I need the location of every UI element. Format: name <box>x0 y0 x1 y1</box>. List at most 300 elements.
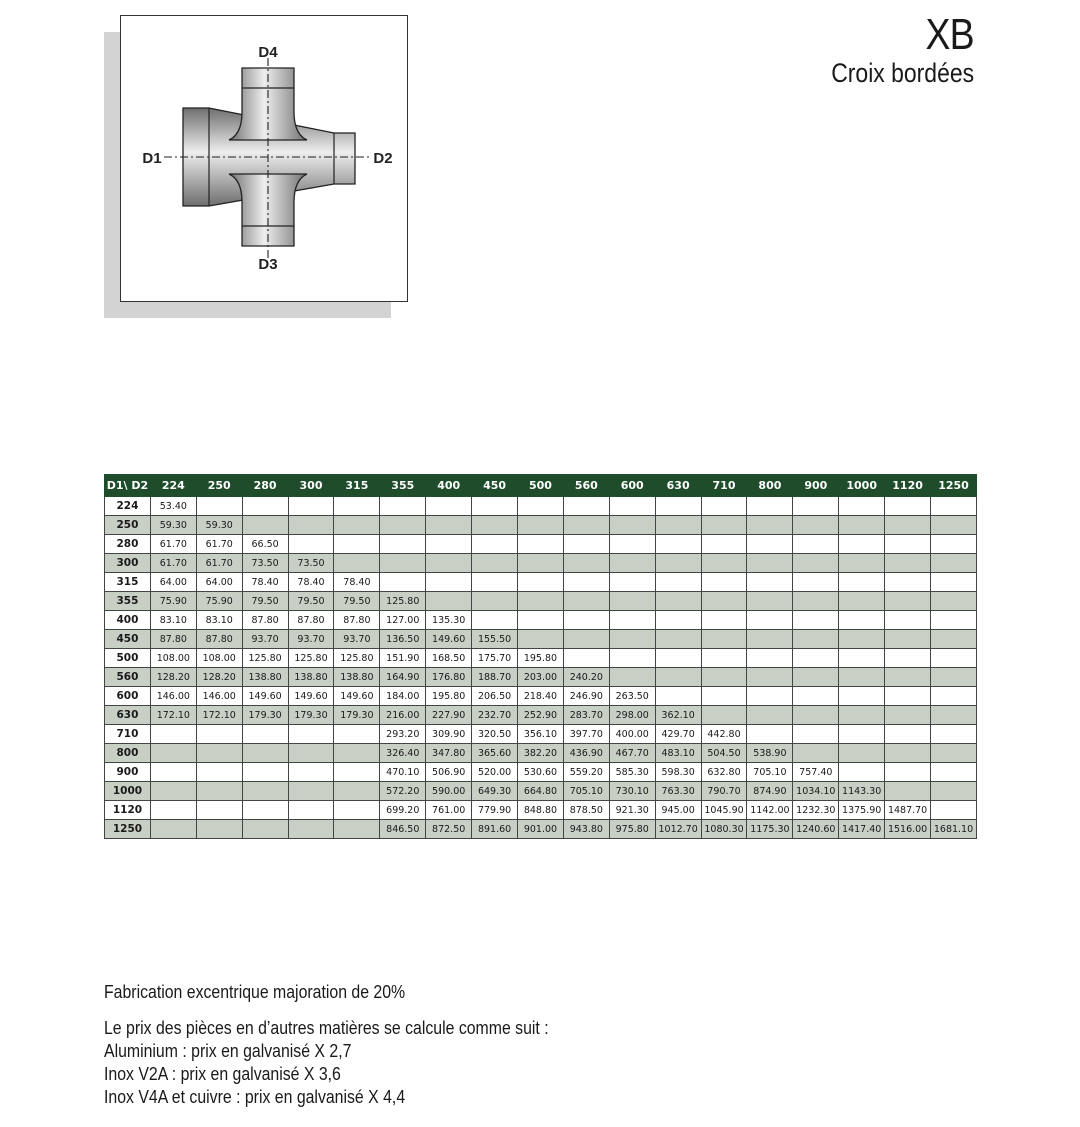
price-cell <box>885 630 931 649</box>
d4-label: D4 <box>258 44 278 61</box>
price-cell: 79.50 <box>242 592 288 611</box>
price-cell: 179.30 <box>334 706 380 725</box>
price-cell <box>885 649 931 668</box>
price-cell: 309.90 <box>426 725 472 744</box>
price-cell: 730.10 <box>609 782 655 801</box>
price-cell <box>609 592 655 611</box>
column-header: 450 <box>472 475 518 497</box>
price-cell <box>931 782 977 801</box>
price-cell: 125.80 <box>334 649 380 668</box>
price-cell: 705.10 <box>747 763 793 782</box>
price-cell <box>793 592 839 611</box>
price-cell <box>242 725 288 744</box>
price-cell: 108.00 <box>150 649 196 668</box>
price-cell <box>701 649 747 668</box>
price-cell <box>747 554 793 573</box>
product-diagram <box>120 15 408 302</box>
price-cell <box>793 516 839 535</box>
price-cell: 125.80 <box>380 592 426 611</box>
price-cell: 442.80 <box>701 725 747 744</box>
price-cell: 128.20 <box>150 668 196 687</box>
price-cell: 146.00 <box>150 687 196 706</box>
price-cell: 87.80 <box>242 611 288 630</box>
table-row <box>105 630 977 649</box>
column-header: 600 <box>609 475 655 497</box>
price-cell <box>288 763 334 782</box>
price-cell <box>839 706 885 725</box>
price-cell: 1045.90 <box>701 801 747 820</box>
cross-fitting-drawing <box>121 16 407 301</box>
price-cell <box>885 592 931 611</box>
price-cell <box>839 649 885 668</box>
price-cell <box>426 592 472 611</box>
column-header: 400 <box>426 475 472 497</box>
price-cell <box>472 554 518 573</box>
price-cell: 649.30 <box>472 782 518 801</box>
price-cell <box>196 782 242 801</box>
price-cell: 87.80 <box>150 630 196 649</box>
price-cell: 125.80 <box>288 649 334 668</box>
price-cell: 61.70 <box>150 554 196 573</box>
price-cell <box>839 592 885 611</box>
price-cell: 64.00 <box>196 573 242 592</box>
price-cell <box>839 516 885 535</box>
price-cell: 1240.60 <box>793 820 839 839</box>
price-cell <box>839 554 885 573</box>
table-row <box>105 535 977 554</box>
column-header: 250 <box>196 475 242 497</box>
price-cell: 1232.30 <box>793 801 839 820</box>
price-cell: 1143.30 <box>839 782 885 801</box>
price-cell: 400.00 <box>609 725 655 744</box>
price-cell: 184.00 <box>380 687 426 706</box>
price-cell: 538.90 <box>747 744 793 763</box>
price-cell: 61.70 <box>196 554 242 573</box>
price-cell <box>380 554 426 573</box>
price-cell <box>839 535 885 554</box>
price-cell <box>426 497 472 516</box>
price-cell: 779.90 <box>472 801 518 820</box>
price-cell <box>931 535 977 554</box>
price-cell: 93.70 <box>334 630 380 649</box>
price-cell <box>196 725 242 744</box>
price-cell: 125.80 <box>242 649 288 668</box>
price-cell <box>931 630 977 649</box>
price-cell <box>196 763 242 782</box>
price-cell: 78.40 <box>288 573 334 592</box>
table-row <box>105 820 977 839</box>
price-cell <box>334 497 380 516</box>
column-header: 355 <box>380 475 426 497</box>
table-row <box>105 725 977 744</box>
price-cell <box>150 782 196 801</box>
price-cell: 149.60 <box>426 630 472 649</box>
price-cell: 1175.30 <box>747 820 793 839</box>
price-cell: 598.30 <box>655 763 701 782</box>
table-row <box>105 763 977 782</box>
price-cell: 172.10 <box>150 706 196 725</box>
price-cell <box>518 516 564 535</box>
price-cell <box>196 744 242 763</box>
price-cell <box>701 611 747 630</box>
price-cell: 179.30 <box>242 706 288 725</box>
price-cell <box>931 497 977 516</box>
price-cell <box>701 497 747 516</box>
price-cell: 136.50 <box>380 630 426 649</box>
price-cell <box>150 801 196 820</box>
price-cell <box>472 497 518 516</box>
price-cell <box>747 573 793 592</box>
price-cell <box>334 782 380 801</box>
price-cell: 1034.10 <box>793 782 839 801</box>
price-cell <box>655 687 701 706</box>
price-cell <box>701 535 747 554</box>
price-cell <box>609 630 655 649</box>
price-cell: 891.60 <box>472 820 518 839</box>
price-cell <box>242 820 288 839</box>
price-cell <box>563 554 609 573</box>
product-name: Croix bordées <box>831 58 974 88</box>
column-header: 500 <box>518 475 564 497</box>
price-cell: 326.40 <box>380 744 426 763</box>
price-cell <box>931 592 977 611</box>
table-header-row <box>105 475 977 497</box>
price-cell <box>426 554 472 573</box>
price-cell <box>931 801 977 820</box>
price-cell <box>747 687 793 706</box>
price-cell: 397.70 <box>563 725 609 744</box>
row-header: 450 <box>105 630 151 649</box>
price-cell: 218.40 <box>518 687 564 706</box>
price-cell: 93.70 <box>242 630 288 649</box>
row-header: 800 <box>105 744 151 763</box>
price-cell: 206.50 <box>472 687 518 706</box>
price-cell <box>793 611 839 630</box>
price-cell: 75.90 <box>150 592 196 611</box>
price-cell: 1417.40 <box>839 820 885 839</box>
price-cell <box>885 516 931 535</box>
price-cell <box>701 573 747 592</box>
price-cell: 149.60 <box>288 687 334 706</box>
price-cell <box>747 668 793 687</box>
price-cell: 195.80 <box>426 687 472 706</box>
price-cell: 504.50 <box>701 744 747 763</box>
row-header: 224 <box>105 497 151 516</box>
price-cell <box>793 649 839 668</box>
price-cell <box>196 801 242 820</box>
price-cell: 135.30 <box>426 611 472 630</box>
price-cell <box>563 630 609 649</box>
table-row <box>105 706 977 725</box>
price-cell <box>242 782 288 801</box>
price-cell <box>518 630 564 649</box>
price-cell: 73.50 <box>288 554 334 573</box>
price-cell <box>288 744 334 763</box>
price-cell <box>885 611 931 630</box>
price-cell <box>334 763 380 782</box>
price-cell <box>839 687 885 706</box>
price-cell: 78.40 <box>334 573 380 592</box>
row-header: 1250 <box>105 820 151 839</box>
price-cell: 945.00 <box>655 801 701 820</box>
price-cell: 179.30 <box>288 706 334 725</box>
price-cell <box>747 706 793 725</box>
price-cell <box>931 516 977 535</box>
price-cell: 138.80 <box>334 668 380 687</box>
price-cell: 874.90 <box>747 782 793 801</box>
price-cell <box>885 573 931 592</box>
column-header: 1120 <box>885 475 931 497</box>
price-cell <box>609 573 655 592</box>
column-header: 560 <box>563 475 609 497</box>
price-cell: 757.40 <box>793 763 839 782</box>
price-cell <box>426 535 472 554</box>
price-cell: 878.50 <box>563 801 609 820</box>
price-cell: 872.50 <box>426 820 472 839</box>
price-cell: 429.70 <box>655 725 701 744</box>
corner-header: D1\ D2 <box>105 475 151 497</box>
price-cell <box>563 497 609 516</box>
price-cell: 61.70 <box>150 535 196 554</box>
price-cell <box>931 554 977 573</box>
price-cell: 975.80 <box>609 820 655 839</box>
price-cell <box>288 497 334 516</box>
price-cell: 168.50 <box>426 649 472 668</box>
price-cell: 66.50 <box>242 535 288 554</box>
price-cell <box>380 535 426 554</box>
price-cell: 365.60 <box>472 744 518 763</box>
price-cell: 176.80 <box>426 668 472 687</box>
row-header: 630 <box>105 706 151 725</box>
price-cell: 664.80 <box>518 782 564 801</box>
price-cell: 699.20 <box>380 801 426 820</box>
row-header: 280 <box>105 535 151 554</box>
price-cell: 149.60 <box>242 687 288 706</box>
price-cell: 1080.30 <box>701 820 747 839</box>
price-cell <box>609 497 655 516</box>
price-cell: 128.20 <box>196 668 242 687</box>
price-cell <box>563 535 609 554</box>
table-row <box>105 516 977 535</box>
price-cell <box>380 497 426 516</box>
price-cell: 320.50 <box>472 725 518 744</box>
notes <box>104 981 549 1109</box>
price-cell: 846.50 <box>380 820 426 839</box>
price-cell <box>334 535 380 554</box>
table-row <box>105 497 977 516</box>
price-cell: 59.30 <box>150 516 196 535</box>
price-cell <box>150 820 196 839</box>
material-note-inox-v2a: Inox V2A : prix en galvanisé X 3,6 <box>104 1064 341 1084</box>
price-cell: 298.00 <box>609 706 655 725</box>
price-cell <box>472 573 518 592</box>
table-row <box>105 801 977 820</box>
price-cell <box>609 668 655 687</box>
price-cell <box>747 725 793 744</box>
price-cell: 943.80 <box>563 820 609 839</box>
price-cell <box>518 535 564 554</box>
price-cell <box>793 744 839 763</box>
price-cell <box>839 611 885 630</box>
price-cell <box>747 516 793 535</box>
price-cell: 149.60 <box>334 687 380 706</box>
table-row <box>105 668 977 687</box>
material-note-aluminium: Aluminium : prix en galvanisé X 2,7 <box>104 1041 352 1061</box>
price-cell <box>839 763 885 782</box>
price-cell: 530.60 <box>518 763 564 782</box>
price-cell: 790.70 <box>701 782 747 801</box>
price-cell <box>288 516 334 535</box>
price-cell: 436.90 <box>563 744 609 763</box>
price-cell <box>655 630 701 649</box>
price-cell <box>885 763 931 782</box>
price-cell <box>931 668 977 687</box>
row-header: 600 <box>105 687 151 706</box>
column-header: 630 <box>655 475 701 497</box>
price-cell <box>793 535 839 554</box>
price-cell: 356.10 <box>518 725 564 744</box>
price-cell <box>701 554 747 573</box>
price-table <box>104 474 977 839</box>
price-cell: 1375.90 <box>839 801 885 820</box>
price-cell <box>793 725 839 744</box>
product-code: XB <box>925 10 974 59</box>
row-header: 710 <box>105 725 151 744</box>
price-cell: 108.00 <box>196 649 242 668</box>
price-cell: 1681.10 <box>931 820 977 839</box>
price-cell: 75.90 <box>196 592 242 611</box>
price-cell <box>793 630 839 649</box>
price-cell <box>196 497 242 516</box>
price-cell: 1516.00 <box>885 820 931 839</box>
price-cell <box>472 592 518 611</box>
price-cell: 87.80 <box>334 611 380 630</box>
materials-intro: Le prix des pièces en d’autres matières se calcule comme suit : <box>104 1018 549 1038</box>
price-cell <box>609 535 655 554</box>
price-cell <box>334 744 380 763</box>
price-cell: 138.80 <box>242 668 288 687</box>
price-cell <box>747 535 793 554</box>
price-cell <box>472 535 518 554</box>
price-cell: 761.00 <box>426 801 472 820</box>
column-header: 800 <box>747 475 793 497</box>
price-cell: 203.00 <box>518 668 564 687</box>
price-cell: 93.70 <box>288 630 334 649</box>
price-cell: 227.90 <box>426 706 472 725</box>
column-header: 710 <box>701 475 747 497</box>
price-cell: 127.00 <box>380 611 426 630</box>
price-cell <box>747 611 793 630</box>
price-cell <box>288 535 334 554</box>
price-cell: 585.30 <box>609 763 655 782</box>
price-cell: 572.20 <box>380 782 426 801</box>
price-cell: 382.20 <box>518 744 564 763</box>
price-cell <box>563 573 609 592</box>
price-cell <box>885 554 931 573</box>
price-cell <box>609 554 655 573</box>
d1-label: D1 <box>142 150 162 167</box>
price-cell <box>747 649 793 668</box>
price-cell: 901.00 <box>518 820 564 839</box>
price-cell <box>839 668 885 687</box>
price-cell <box>747 630 793 649</box>
price-cell <box>563 649 609 668</box>
price-cell <box>885 687 931 706</box>
row-header: 355 <box>105 592 151 611</box>
price-cell <box>793 706 839 725</box>
price-cell: 467.70 <box>609 744 655 763</box>
price-cell <box>793 668 839 687</box>
price-cell <box>518 573 564 592</box>
price-cell: 78.40 <box>242 573 288 592</box>
price-cell <box>655 668 701 687</box>
table-row <box>105 687 977 706</box>
price-cell: 79.50 <box>334 592 380 611</box>
price-cell <box>793 554 839 573</box>
price-cell <box>426 573 472 592</box>
price-cell <box>242 516 288 535</box>
row-header: 300 <box>105 554 151 573</box>
price-cell <box>793 497 839 516</box>
price-cell <box>701 592 747 611</box>
price-cell: 848.80 <box>518 801 564 820</box>
price-cell: 483.10 <box>655 744 701 763</box>
price-cell: 921.30 <box>609 801 655 820</box>
price-cell <box>242 744 288 763</box>
price-cell: 164.90 <box>380 668 426 687</box>
price-cell: 705.10 <box>563 782 609 801</box>
price-cell: 87.80 <box>196 630 242 649</box>
price-cell <box>655 554 701 573</box>
price-cell <box>288 782 334 801</box>
price-cell: 61.70 <box>196 535 242 554</box>
price-cell <box>885 668 931 687</box>
price-cell <box>885 497 931 516</box>
table-row <box>105 649 977 668</box>
price-cell <box>380 573 426 592</box>
price-cell <box>839 630 885 649</box>
price-cell <box>655 611 701 630</box>
price-cell <box>609 649 655 668</box>
price-cell: 73.50 <box>242 554 288 573</box>
column-header: 300 <box>288 475 334 497</box>
price-cell: 155.50 <box>472 630 518 649</box>
price-cell <box>655 535 701 554</box>
material-note-inox-v4a: Inox V4A et cuivre : prix en galvanisé X 4,4 <box>104 1087 406 1107</box>
price-cell: 263.50 <box>609 687 655 706</box>
surcharge-note: Fabrication excentrique majoration de 20% <box>104 982 406 1002</box>
price-cell <box>655 497 701 516</box>
price-cell <box>334 820 380 839</box>
column-header: 1250 <box>931 475 977 497</box>
column-header: 900 <box>793 475 839 497</box>
price-cell: 252.90 <box>518 706 564 725</box>
column-header: 315 <box>334 475 380 497</box>
price-cell <box>885 706 931 725</box>
column-header: 280 <box>242 475 288 497</box>
price-cell <box>931 763 977 782</box>
price-cell: 1487.70 <box>885 801 931 820</box>
row-header: 1000 <box>105 782 151 801</box>
price-cell: 347.80 <box>426 744 472 763</box>
price-cell <box>793 687 839 706</box>
price-cell <box>334 725 380 744</box>
price-cell <box>518 497 564 516</box>
column-header: 224 <box>150 475 196 497</box>
price-cell <box>931 611 977 630</box>
price-cell <box>701 668 747 687</box>
price-cell <box>885 725 931 744</box>
